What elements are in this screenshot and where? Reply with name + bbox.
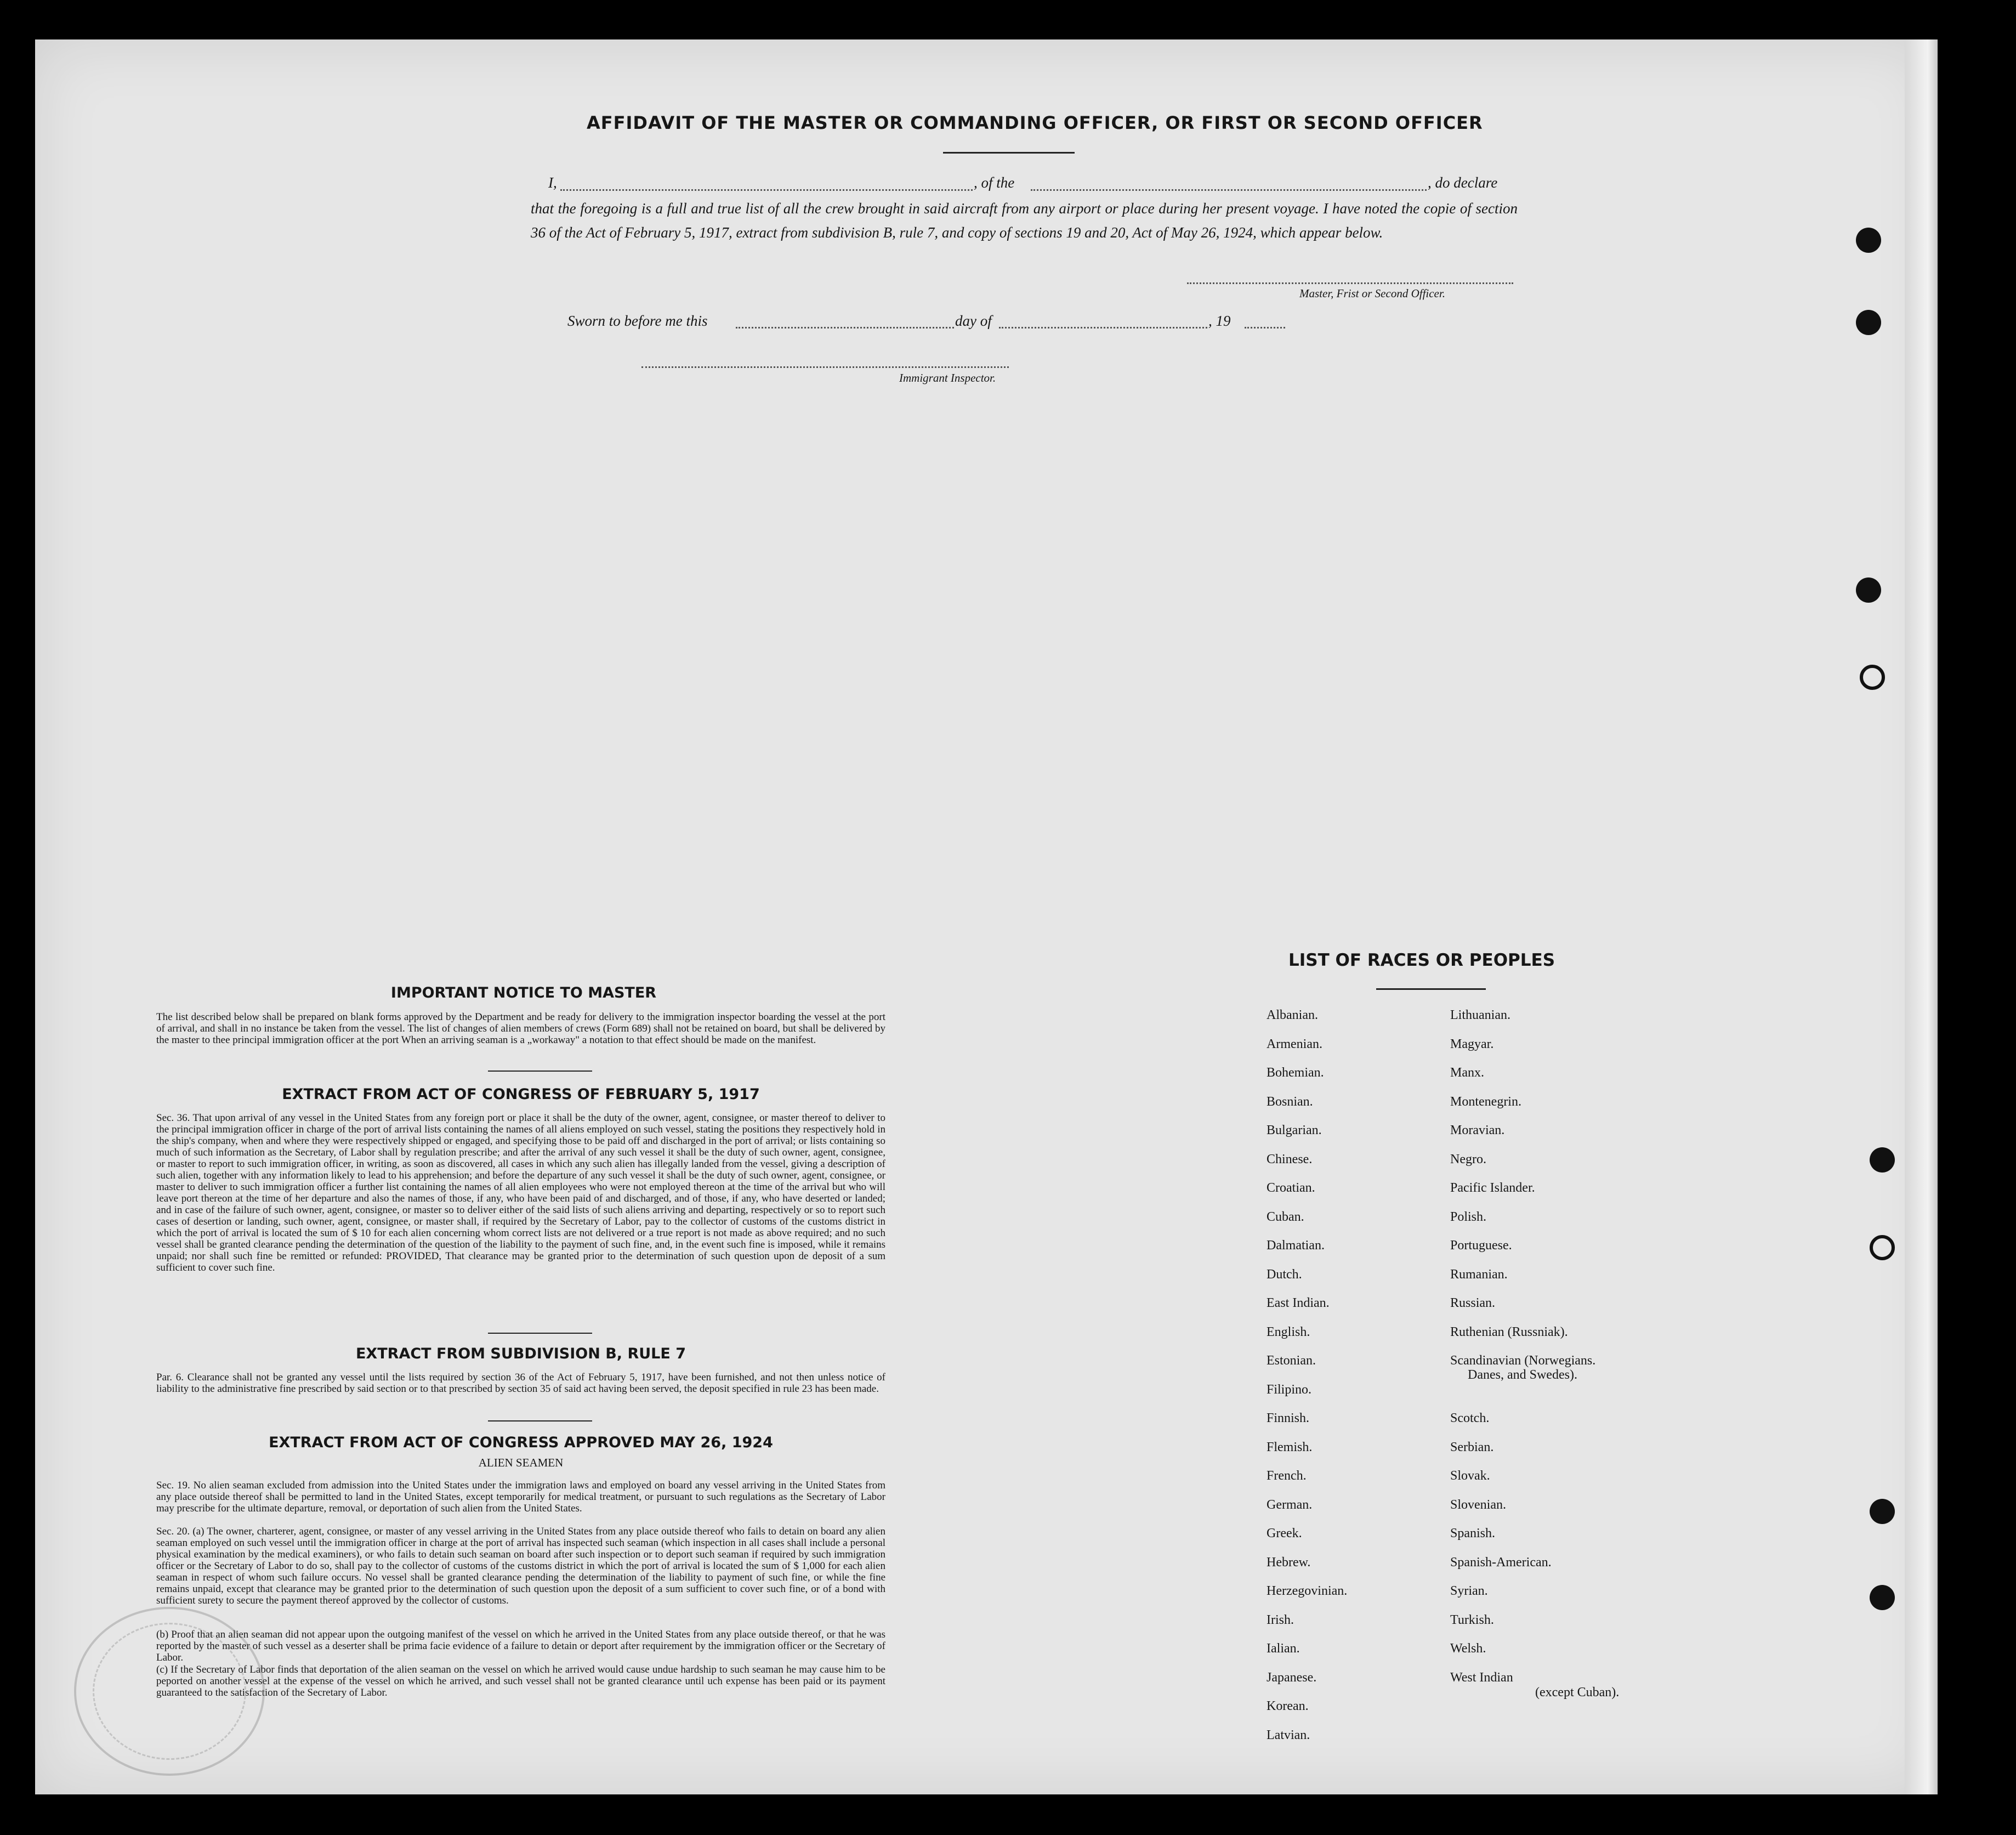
punch-hole [1856, 228, 1881, 253]
affidavit-paragraph: that the foregoing is a full and true list of all the crew brought in said aircraft from any airport or place during her present voyage. I have noted the copie of section 36 of the Act of February 5, 1917, extract from subdivision B, rule 7, and copy of sections 19 and 20, Act of May 26, 1924, which appear below. [531, 200, 1518, 241]
race-item: Filipino. [1267, 1383, 1312, 1397]
race-item: English. [1267, 1325, 1310, 1339]
punch-hole [1870, 1585, 1895, 1610]
affidavit-line1-mid: , of the [974, 174, 1015, 191]
vessel-blank [1031, 189, 1427, 191]
year-blank [1245, 327, 1285, 329]
sec19-text: Sec. 19. No alien seaman excluded from admission into the United States under the immigration laws and employed on board any vessel arriving in the United States from any place outside thereof shall be permitted to land in the United States, except temporarily for medical treatment, or pursuant to such regulations as the Secretary of Labor may prescribe for the ultimate departure, removal, or deportation of such alien from the United States. [156, 1480, 885, 1514]
race-item: Dutch. [1267, 1267, 1302, 1282]
race-item: Croatian. [1267, 1181, 1315, 1195]
master-signature-label: Master, Frist or Second Officer. [1299, 287, 1445, 300]
race-item: Greek. [1267, 1526, 1302, 1541]
race-item: Slovenian. [1450, 1498, 1506, 1512]
name-blank [560, 189, 973, 191]
affidavit-line1-start: I, [548, 174, 557, 191]
race-item: Syrian. [1450, 1584, 1488, 1598]
race-item: Japanese. [1267, 1670, 1317, 1685]
race-item: Albanian. [1267, 1008, 1318, 1022]
notice-divider [488, 1071, 592, 1072]
race-item: Korean. [1267, 1699, 1309, 1713]
race-item: Polish. [1450, 1210, 1487, 1224]
extract-1917-text: Sec. 36. That upon arrival of any vessel in the United States from any foreign port or place it shall be the duty of the owner, agent, consignee, or master thereof to deliver to the principal immigration officer in charge of the port of arrival lists containing the names of all aliens employed on such vessel, stating the positions they respectively hold in the ship's company, when and where they were respectively shipped or engaged, and specifying those to be paid off and discharged in the port of arrival; or lists containing so much of such information as the Secretary, of Labor shall by regulation prescribe; and after the arrival of any such vessel it shall be the duty of such owner, agent, consignee, or master to report to such immigration officer, in writing, as soon as discovered, all cases in which any such alien has illegally landed from the vessel, giving a description of such alien, together with any information likely to lead to his apprehension; and before the departure of any such vessel it shall be the duty of such owner, agent, consignee, or master to deliver to such immigration officer a further list containing the names of all alien employees who were not employed thereon at the time of the arrival but who will leave port thereon at the time of her departure and also the names of those, if any, who have been paid of and discharged, and of those, if any, who have deserted or landed; and in case of the failure of such owner, agent, consignee, or master so to deliver either of the said lists of such aliens arriving and departing, respectively or so to report such cases of desertion or landing, such owner, agent, consignee, or master shall, if required by the Secretary of Labor, pay to the collector of customs of the customs district in which the port of arrival is located the sum of $ 10 for each alien concerning whom correct lists are not delivered or a true report is not made as above required; and no such vessel shall be granted clearance pending the determination of the question of the liability to the payment of such fine, and, in the event such fine is imposed, while it remains unpaid; nor shall such fine be remitted or refunded: PROVIDED, That clearance may be granted prior to the determination of such question upon de deposit of a sum sufficient to cover such fine. [156, 1112, 885, 1273]
race-item: Slovak. [1450, 1469, 1490, 1483]
notice-title: IMPORTANT NOTICE TO MASTER [390, 984, 657, 1001]
race-item: Estonian. [1267, 1353, 1316, 1368]
affidavit-line1-end: , do declare [1428, 174, 1498, 191]
race-item: Welsh. [1450, 1641, 1486, 1656]
race-item: Irish. [1267, 1613, 1294, 1627]
race-item: Spanish-American. [1450, 1555, 1552, 1570]
race-item: Armenian. [1267, 1037, 1322, 1051]
race-item: Russian. [1450, 1296, 1496, 1310]
sec20a-text: Sec. 20. (a) The owner, charterer, agent, consignee, or master of any vessel arriving in the United States from any place outside thereof who fails to detain on board any alien seaman employed on such vessel until the immigration officer in charge at the port of arrival has inspected such seaman (which inspection in all cases shall include a personal physical examination by the medical examiners), or who fails to detain such seaman on board after such inspection or to deport such seaman if required by such immigration officer or the Secretary of Labor to do so, shall pay to the collector of customs of the customs district in which the port of arrival is located the sum of $ 1,000 for each alien seaman in respect of whom such failure occurs. No vessel shall be granted clearance pending the determination of the liability to payment of such fine, or while the fine remains unpaid, except that clearance may be granted prior to the determination of such question upon the deposit of a sum sufficient to cover such fine, or of a bond with sufficient surety to secure the payment thereof approved by the collector of customs. [156, 1526, 885, 1606]
affidavit-title: AFFIDAVIT OF THE MASTER OR COMMANDING OFFICER, OR FIRST OR SECOND OFFICER [587, 112, 1483, 133]
race-item: Dalmatian. [1267, 1238, 1325, 1253]
race-item: Spanish. [1450, 1526, 1496, 1541]
races-title: LIST OF RACES OR PEOPLES [1288, 950, 1555, 970]
sworn-day: day of [955, 313, 992, 329]
race-item: East Indian. [1267, 1296, 1330, 1310]
torn-punch-hole [1860, 665, 1885, 690]
race-item: West Indian [1450, 1670, 1513, 1685]
sworn-start: Sworn to before me this [567, 313, 708, 329]
extract-1924-title: EXTRACT FROM ACT OF CONGRESS APPROVED MAY 26, 1924 [269, 1434, 773, 1451]
notice-text: The list described below shall be prepared on blank forms approved by the Department and be ready for delivery to the immigration inspector boarding the vessel at the port of arrival, and shall in no instance be taken from the vessel. The list of changes of alien members of crews (Form 689) shall not be retained on board, but shall be delivered by the master to thee principal immigration officer at the port When an arriving seaman is a „workaway" a notation to that effect should be made on the manifest. [156, 1011, 885, 1046]
race-item: Serbian. [1450, 1440, 1494, 1454]
race-item: Flemish. [1267, 1440, 1313, 1454]
embossed-seal [74, 1607, 265, 1776]
race-item: Lithuanian. [1450, 1008, 1510, 1022]
race-item: Hebrew. [1267, 1555, 1311, 1570]
extract-1917-title: EXTRACT FROM ACT OF CONGRESS OF FEBRUARY 5, 1917 [282, 1086, 760, 1103]
race-item: Scotch. [1450, 1411, 1490, 1425]
race-item: Rumanian. [1450, 1267, 1508, 1282]
race-item: Bohemian. [1267, 1066, 1324, 1080]
extract-rule7-divider [488, 1420, 592, 1421]
race-item: Manx. [1450, 1066, 1484, 1080]
extract-rule7-title: EXTRACT FROM SUBDIVISION B, RULE 7 [355, 1345, 686, 1362]
sec20b-text: (b) Proof that an alien seaman did not appear upon the outgoing manifest of the vessel on which he arrived in the United States from any place outside thereof, or that he was reported by the master of such vessel as a deserter shall be prima facie evidence of a failure to detain or deport after requirement by the immigration officer or the Secretary of Labor. [156, 1629, 885, 1663]
race-item: Finnish. [1267, 1411, 1310, 1425]
extract-rule7-text: Par. 6. Clearance shall not be granted any vessel until the lists required by section 36 of the Act of February 5, 1917, have been furnished, and not then unless notice of liability to the administrative fine prescribed by said section or to that prescribed by section 35 of said act having been served, the deposit specified in rule 23 has been made. [156, 1372, 885, 1395]
race-item: (except Cuban). [1535, 1685, 1620, 1700]
master-signature-line [1187, 282, 1513, 284]
sec20c-text: (c) If the Secretary of Labor finds that deportation of the alien seaman on the vessel on which he arrived would cause undue hardship to such seaman he may cause him to be peported on another vessel at the expense of the vessel on which he arrived, and such vessel shall not be granted clearance until uch expense has been paid or its payment guaranteed to the satisfaction of the Secretary of Labor. [156, 1664, 885, 1698]
day-blank [736, 327, 954, 329]
month-blank [999, 327, 1207, 329]
race-item: Bosnian. [1267, 1095, 1313, 1109]
race-item: Ruthenian (Russniak). [1450, 1325, 1568, 1339]
extract-1917-divider [488, 1333, 592, 1334]
race-item: Ialian. [1267, 1641, 1300, 1656]
punch-hole [1870, 1499, 1895, 1524]
torn-punch-hole [1870, 1235, 1895, 1260]
race-item: Chinese. [1267, 1152, 1313, 1166]
sworn-year: , 19 [1208, 313, 1231, 329]
inspector-signature-line [641, 366, 1009, 368]
title-divider [943, 152, 1075, 154]
race-item: Danes, and Swedes). [1468, 1368, 1577, 1382]
punch-hole [1870, 1147, 1895, 1173]
race-item: Scandinavian (Norwegians. [1450, 1353, 1596, 1368]
punch-hole [1856, 310, 1881, 335]
race-item: Magyar. [1450, 1037, 1494, 1051]
race-item: Pacific Islander. [1450, 1181, 1535, 1195]
races-divider [1376, 988, 1486, 990]
race-item: Portuguese. [1450, 1238, 1512, 1253]
race-item: Bulgarian. [1267, 1123, 1322, 1137]
race-item: Latvian. [1267, 1728, 1310, 1742]
page-edge [1905, 39, 1938, 1794]
race-item: French. [1267, 1469, 1307, 1483]
race-item: Montenegrin. [1450, 1095, 1521, 1109]
race-item: German. [1267, 1498, 1313, 1512]
race-item: Turkish. [1450, 1613, 1494, 1627]
race-item: Negro. [1450, 1152, 1486, 1166]
punch-hole [1856, 577, 1881, 603]
race-item: Moravian. [1450, 1123, 1505, 1137]
race-item: Cuban. [1267, 1210, 1304, 1224]
inspector-signature-label: Immigrant Inspector. [899, 371, 996, 384]
alien-seamen-subtitle: ALIEN SEAMEN [478, 1456, 564, 1469]
race-item: Herzegovinian. [1267, 1584, 1348, 1598]
